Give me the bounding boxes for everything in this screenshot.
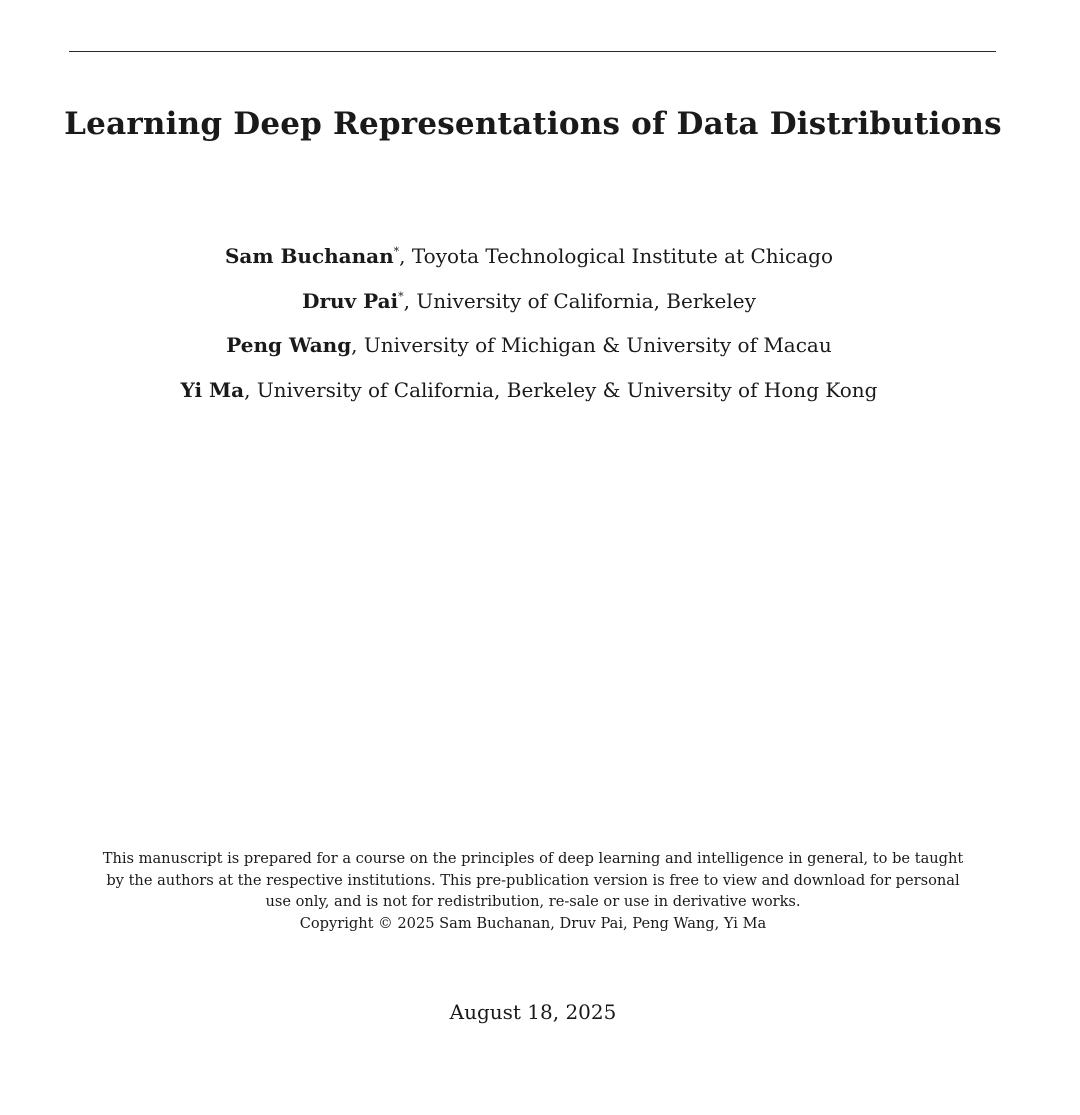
- author-name: Druv Pai: [302, 288, 399, 313]
- author-name: Peng Wang: [226, 333, 352, 357]
- author-affiliation: , University of California, Berkeley & University of Hong Kong: [244, 377, 878, 402]
- author-entry: [0, 279, 1058, 324]
- author-list: [0, 234, 1058, 412]
- author-affiliation: , University of California, Berkeley: [403, 288, 756, 313]
- equal-contribution-mark: *: [393, 245, 400, 258]
- top-horizontal-rule: [69, 51, 996, 52]
- author-entry: [0, 323, 1058, 368]
- document-title: Learning Deep Representations of Data Distributions: [64, 106, 1002, 142]
- notice-line: use only, and is not for redistribution, re-sale or use in derivative works.: [265, 893, 801, 910]
- manuscript-notice: [0, 848, 1066, 934]
- author-name: Sam Buchanan: [224, 244, 394, 268]
- equal-contribution-mark: *: [398, 289, 404, 303]
- author-affiliation: , Toyota Technological Institute at Chicago: [399, 244, 834, 268]
- author-name: Yi Ma: [180, 377, 245, 402]
- author-entry: [0, 234, 1058, 279]
- copyright-line: Copyright © 2025 Sam Buchanan, Druv Pai, Peng Wang, Yi Ma: [299, 914, 767, 932]
- author-affiliation: , University of Michigan & University of Macau: [351, 333, 832, 357]
- notice-line: by the authors at the respective institutions. This pre-publication version is free to view and download for personal: [106, 871, 960, 889]
- publication-date: August 18, 2025: [449, 1000, 617, 1024]
- notice-line: This manuscript is prepared for a course on the principles of deep learning and intelligence in general, to be taught: [102, 850, 964, 867]
- author-entry: [0, 368, 1058, 413]
